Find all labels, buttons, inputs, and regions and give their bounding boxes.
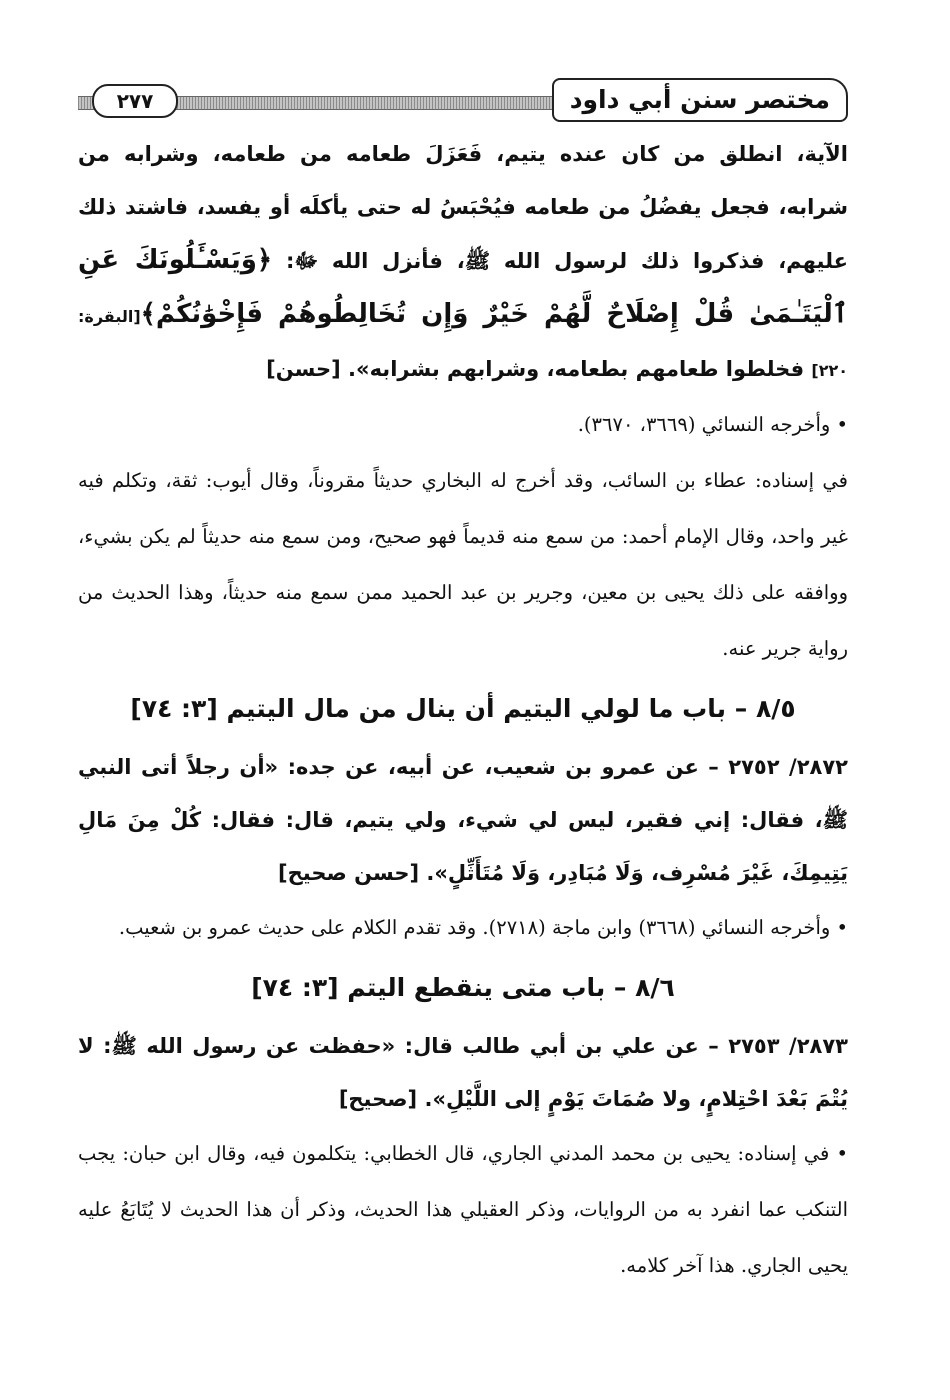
isnad-note: • في إسناده: يحيى بن محمد المدني الجاري، قال الخطابي: يتكلمون فيه، وقال ابن حبان: يجب التنكب عما انفرد به من الروايات، وذكر العقيلي هذا الحديث، وذكر أن هذا الحديث لا يُتَابَعُ عليه يحيى الجاري. هذا آخر كلامه. <box>78 1126 848 1294</box>
hadith-2873: ٢٨٧٣/ ٢٧٥٣ – عن علي بن أبي طالب قال: «حفظت عن رسول الله ﷺ: لا يُتْمَ بَعْدَ احْتِلامٍ، ولا صُمَاتَ يَوْمٍ إلى اللَّيْلِ». [صحيح] <box>78 1034 848 1111</box>
page <box>78 78 848 1368</box>
chapter-heading: ٨/٦ – باب متى ينقطع اليتم [٣: ٧٤] <box>251 973 675 1002</box>
page-body <box>78 128 848 1294</box>
hadith-text-end: فخلطوا طعامهم بطعامه، وشرابهم بشرابه». [حسن] <box>266 357 812 381</box>
hadith-2872: ٢٨٧٢/ ٢٧٥٢ – عن عمرو بن شعيب، عن أبيه، عن جده: «أن رجلاً أتى النبي ﷺ، فقال: إني فقير، ليس لي شيء، ولي يتيم، قال: فقال: كُلْ مِنَ مَالِ يَتِيمِكَ، غَيْرَ مُسْرِف، وَلَا مُبَادِر، وَلَا مُتَأَثِّلٍ». [حسن صحيح] <box>78 755 848 885</box>
quran-reference: [البقرة: ٢٢٠] <box>78 307 848 380</box>
book-title: مختصر سنن أبي داود <box>552 78 848 122</box>
page-number: ٢٧٧ <box>92 84 178 118</box>
isnad-note: في إسناده: عطاء بن السائب، وقد أخرج له البخاري حديثاً مقروناً، وقال أيوب: ثقة، وتكلم فيه غير واحد، وقال الإمام أحمد: من سمع منه قديماً فهو صحيح، ومن سمع منه حديثاً لم يكن بشيء، ووافقه على ذلك يحيى بن معين، وجرير بن عبد الحميد ممن سمع منه حديثاً، وهذا الحديث من رواية جرير عنه. <box>78 469 849 660</box>
hadith-text: الآية، انطلق من كان عنده يتيم، فَعَزَلَ طعامه من طعامه، وشرابه من شرابه، فجعل يفضُلُ من طعامه فيُحْبَسُ له حتى يأكلَه أو يفسد، فاشتد ذلك عليهم، فذكروا ذلك لرسول الله ﷺ، فأنزل الله ﷻ: <box>78 142 848 273</box>
chapter-heading: ٨/٥ – باب ما لولي اليتيم أن ينال من مال اليتيم [٣: ٧٤] <box>130 694 796 723</box>
page-header <box>78 78 848 124</box>
takhrij-note: • وأخرجه النسائي (٣٦٦٩، ٣٦٧٠). <box>78 397 848 453</box>
takhrij-note: • وأخرجه النسائي (٣٦٦٨) وابن ماجة (٢٧١٨). وقد تقدم الكلام على حديث عمرو بن شعيب. <box>78 900 848 956</box>
hadith-continuation <box>78 128 848 397</box>
quran-verse: ﴿وَيَسْـَٔلُونَكَ عَنِ ٱلْيَتَـٰمَىٰ قُلْ إِصْلَاحٌ لَّهُمْ خَيْرٌ وَإِن تُخَالِطُوهُمْ فَإِخْوَٰنُكُمْ﴾ <box>78 245 848 329</box>
